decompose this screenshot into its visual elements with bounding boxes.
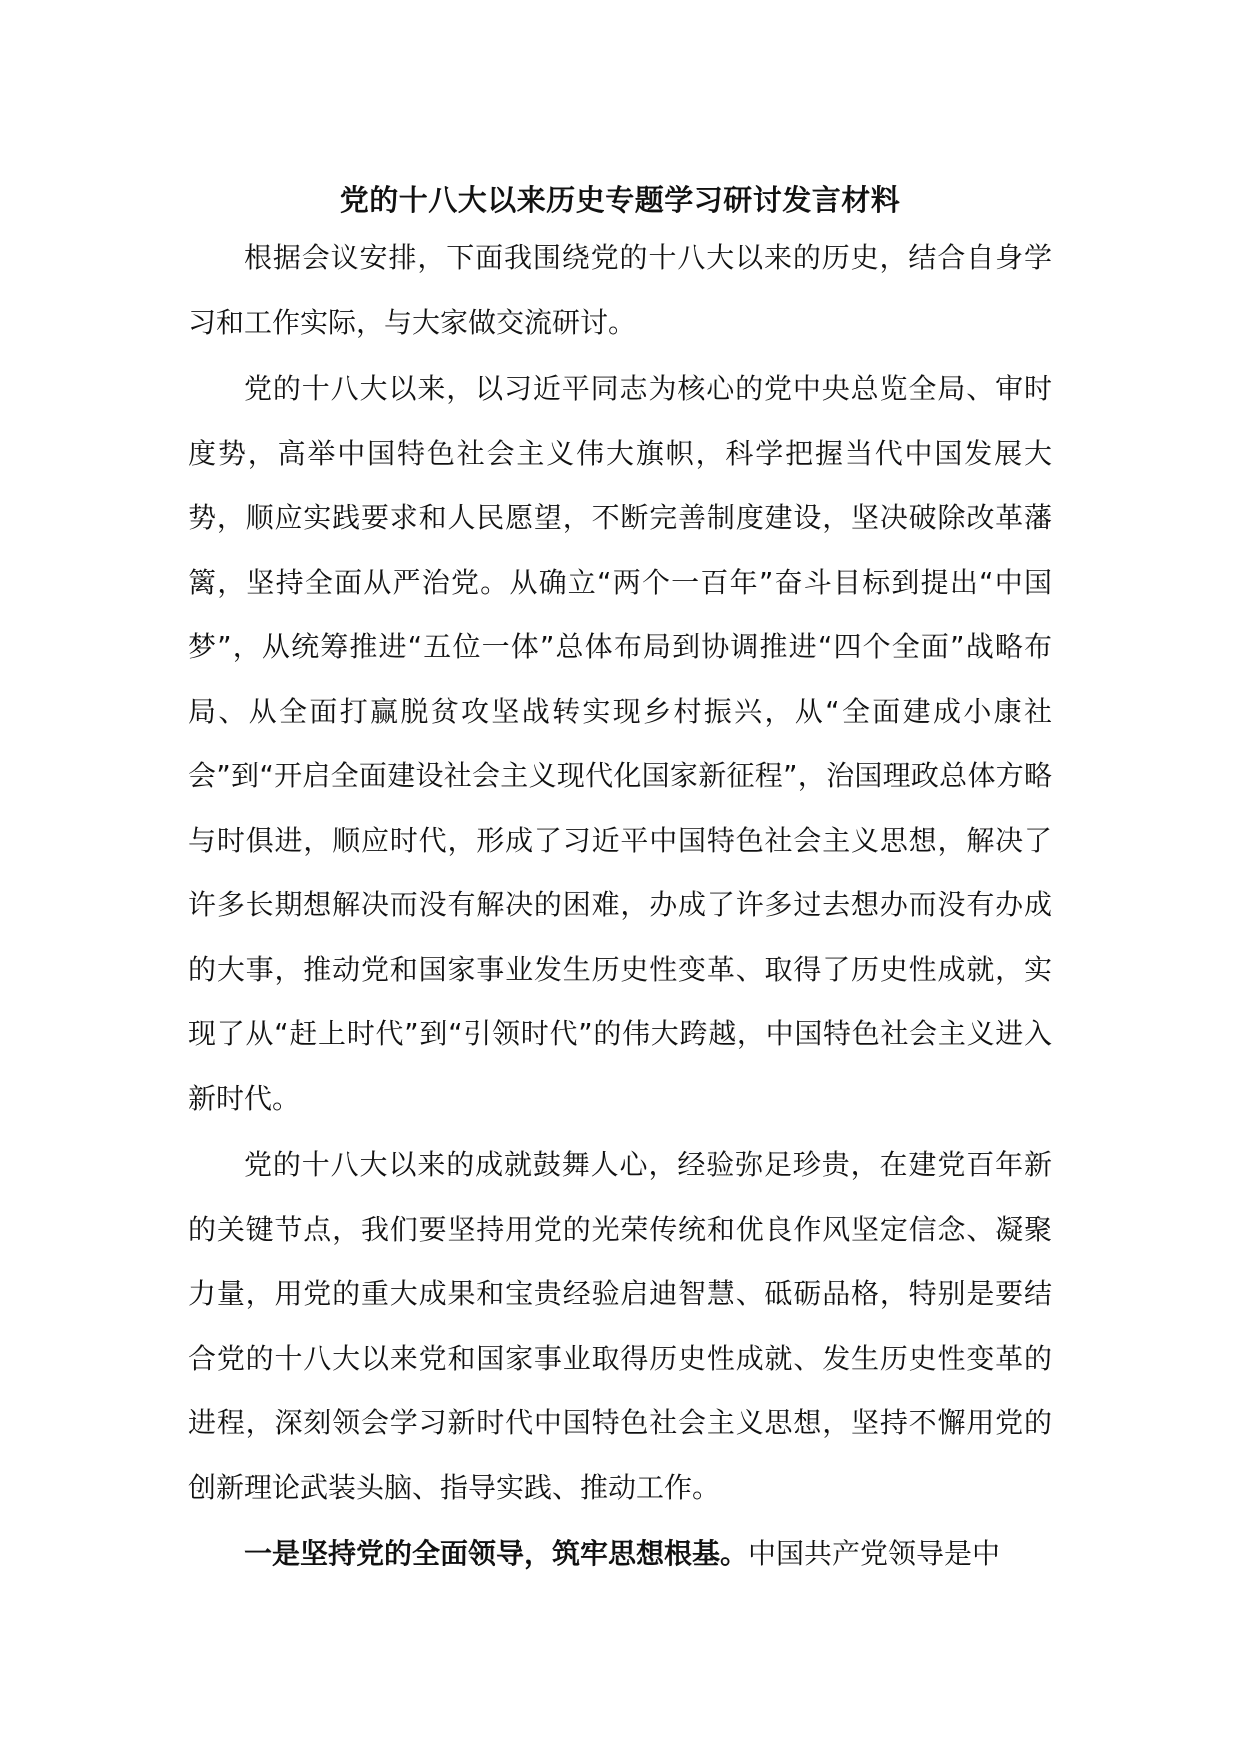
document-page [188, 178, 1052, 1587]
paragraph-experience: 党的十八大以来的成就鼓舞人心，经验弥足珍贵，在建党百年新的关键节点，我们要坚持用党的光荣传统和优良作风坚定信念、凝聚力量，用党的重大成果和宝贵经验启迪智慧、砥砺品格，特别是要结合党的十八大以来党和国家事业取得历史性成就、发生历史性变革的进程，深刻领会学习新时代中国特色社会主义思想，坚持不懈用党的创新理论武装头脑、指导实践、推动工作。 [188, 1148, 1052, 1504]
paragraph-point-one-heading: 一是坚持党的全面领导，筑牢思想根基。 [244, 1537, 749, 1570]
paragraph-point-one-body: 中国共产党领导是中 [748, 1537, 1001, 1570]
document-title: 党的十八大以来历史专题学习研讨发言材料 [339, 183, 901, 217]
paragraph-intro: 根据会议安排，下面我围绕党的十八大以来的历史，结合自身学习和工作实际，与大家做交流研讨。 [188, 241, 1052, 339]
paragraph-point-one [188, 1522, 1052, 1587]
paragraph-achievements: 党的十八大以来，以习近平同志为核心的党中央总览全局、审时度势，高举中国特色社会主义伟大旗帜，科学把握当代中国发展大势，顺应实践要求和人民愿望，不断完善制度建设，坚决破除改革藩篱，坚持全面从严治党。从确立“两个一百年”奋斗目标到提出“中国梦”，从统筹推进“五位一体”总体布局到协调推进“四个全面”战略布局、从全面打赢脱贫攻坚战转实现乡村振兴，从“全面建成小康社会”到“开启全面建设社会主义现代化国家新征程”，治国理政总体方略与时俱进，顺应时代，形成了习近平中国特色社会主义思想，解决了许多长期想解决而没有解决的困难，办成了许多过去想办而没有办成的大事，推动党和国家事业发生历史性变革、取得了历史性成就，实现了从“赶上时代”到“引领时代”的伟大跨越，中国特色社会主义进入新时代。 [188, 372, 1052, 1115]
